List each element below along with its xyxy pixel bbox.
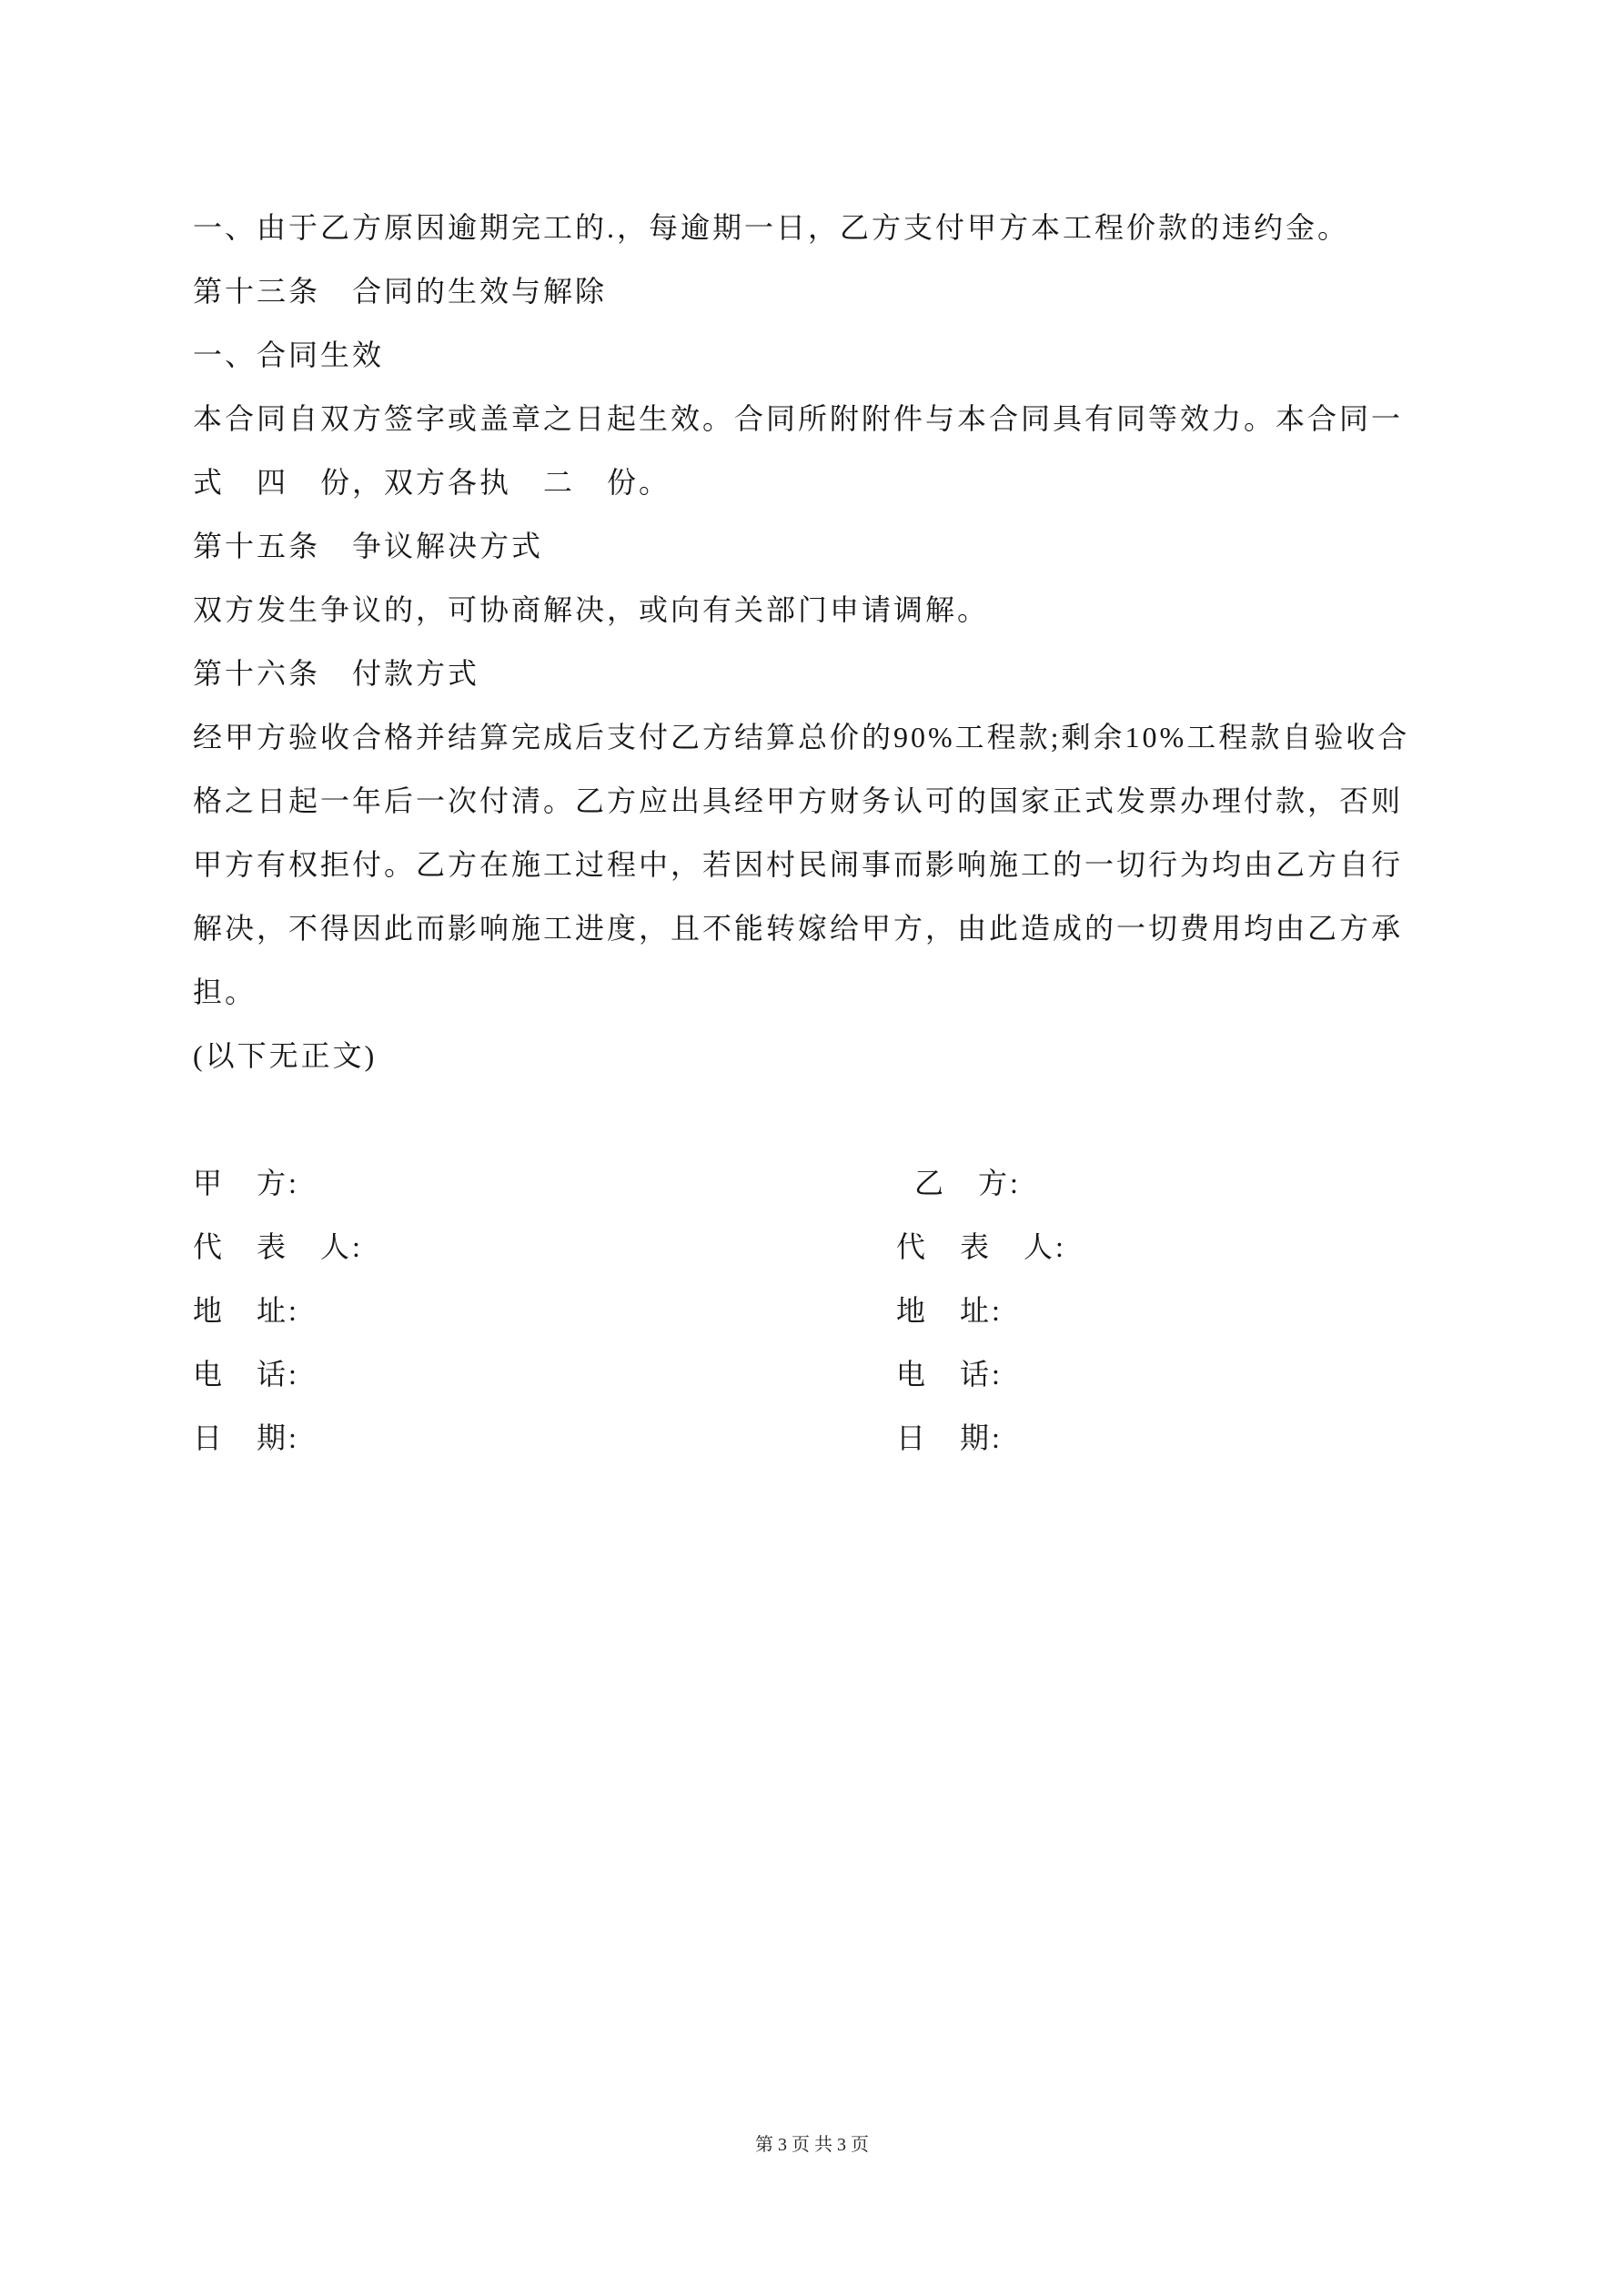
contract-body	[193, 196, 1444, 1470]
body-line: 式 四 份，双方各执 二 份。	[193, 466, 671, 499]
party-b-address-label: 地 址:	[896, 1294, 1003, 1327]
clause-15-heading: 第十五条 争议解决方式	[193, 530, 544, 562]
body-line: 甲方有权拒付。乙方在施工过程中，若因村民闹事而影响施工的一切行为均由乙方自行	[193, 848, 1404, 881]
body-line: 解决，不得因此而影响施工进度，且不能转嫁给甲方，由此造成的一切费用均由乙方承	[193, 912, 1404, 945]
no-more-text-note: (以下无正文)	[193, 1039, 378, 1072]
body-line: 格之日起一年后一次付清。乙方应出具经甲方财务认可的国家正式发票办理付款，否则	[193, 784, 1404, 817]
body-line: 一、合同生效	[193, 339, 385, 371]
clause-13-heading: 第十三条 合同的生效与解除	[193, 275, 608, 308]
body-line: 经甲方验收合格并结算完成后支付乙方结算总价的90%工程款;剩余10%工程款自验收合	[193, 721, 1410, 754]
body-line: 一、由于乙方原因逾期完工的.，每逾期一日，乙方支付甲方本工程价款的违约金。	[193, 211, 1350, 244]
party-a-phone-label: 电 话:	[193, 1358, 299, 1391]
body-line: 担。	[193, 976, 257, 1008]
spacer	[193, 1087, 1444, 1151]
signature-row-party	[193, 1151, 1444, 1215]
body-line: 双方发生争议的，可协商解决，或向有关部门申请调解。	[193, 593, 990, 626]
signature-row-representative	[193, 1215, 1444, 1279]
party-b-phone-label: 电 话:	[896, 1358, 1003, 1391]
party-a-representative-label: 代 表 人:	[193, 1230, 363, 1263]
party-b-label: 乙 方:	[914, 1167, 1021, 1199]
party-b-date-label: 日 期:	[896, 1421, 1003, 1454]
party-a-date-label: 日 期:	[193, 1421, 299, 1454]
page-number-footer: 第 3 页 共 3 页	[755, 2135, 869, 2155]
signature-row-address	[193, 1279, 1444, 1342]
signature-row-phone	[193, 1342, 1444, 1406]
body-line: 本合同自双方签字或盖章之日起生效。合同所附附件与本合同具有同等效力。本合同一	[193, 402, 1404, 435]
party-b-representative-label: 代 表 人:	[896, 1230, 1066, 1263]
party-a-address-label: 地 址:	[193, 1294, 299, 1327]
party-a-label: 甲 方:	[193, 1167, 299, 1199]
signature-row-date	[193, 1406, 1444, 1470]
clause-16-heading: 第十六条 付款方式	[193, 657, 480, 690]
